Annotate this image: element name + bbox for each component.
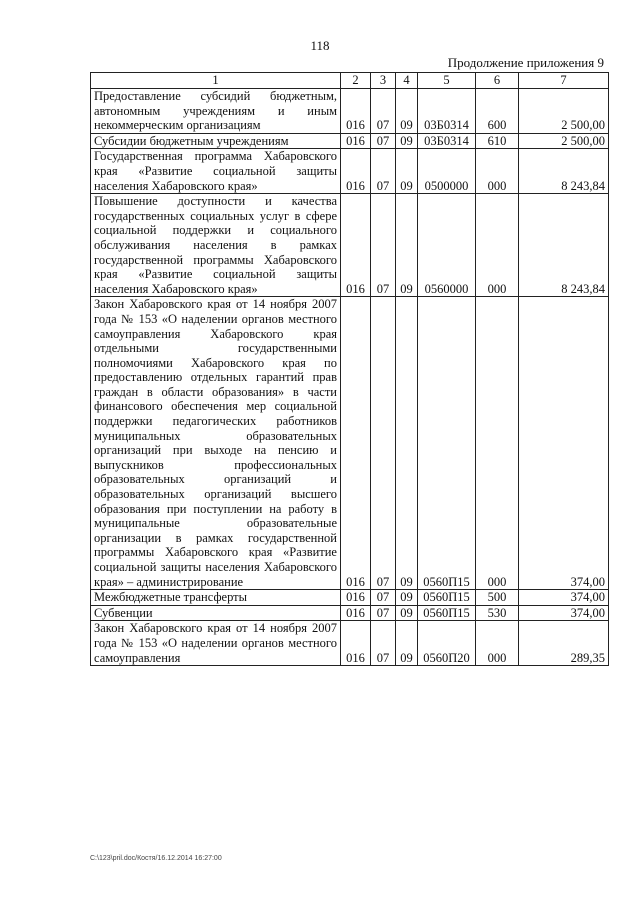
cell-code-5: 0560П20 xyxy=(418,621,476,666)
column-header: 1 xyxy=(91,73,341,89)
cell-amount: 2 500,00 xyxy=(519,133,609,149)
cell-code-3: 07 xyxy=(371,149,396,194)
cell-code-3: 07 xyxy=(371,621,396,666)
row-name: Субсидии бюджетным учреждениям xyxy=(91,133,341,149)
cell-code-6: 000 xyxy=(476,194,519,297)
cell-amount: 2 500,00 xyxy=(519,89,609,134)
cell-code-3: 07 xyxy=(371,133,396,149)
row-name: Закон Хабаровского края от 14 ноября 2007 года № 153 «О наделении органов местного самоуправления Хабаровского края отдельными государственными полномочиями Хабаровского края по предоставлению отдельных гарантий прав граждан в области образования» в части финансового обеспечения мер социальной поддержки педагогических работников муниципальных образовательных организаций при выходе на пенсию и выпускников профессиональных образовательных организаций и образовательных организаций высшего образования при поступлении на работу в муниципальные образовательные организации в рамках государственной программы Хабаровского края «Развитие социальной защиты населения Хабаровского края» – администрирование xyxy=(91,297,341,590)
cell-amount: 289,35 xyxy=(519,621,609,666)
cell-code-2: 016 xyxy=(341,194,371,297)
page-number: 118 xyxy=(310,38,330,53)
table-row xyxy=(91,89,609,134)
cell-code-5: 0560000 xyxy=(418,194,476,297)
cell-code-6: 600 xyxy=(476,89,519,134)
cell-code-3: 07 xyxy=(371,605,396,621)
cell-code-3: 07 xyxy=(371,89,396,134)
column-header: 4 xyxy=(396,73,418,89)
cell-code-6: 000 xyxy=(476,297,519,590)
row-name: Субвенции xyxy=(91,605,341,621)
cell-amount: 8 243,84 xyxy=(519,149,609,194)
appendix-continuation-label: Продолжение приложения 9 xyxy=(447,55,604,70)
cell-code-6: 500 xyxy=(476,590,519,606)
table-row xyxy=(91,133,609,149)
cell-amount: 8 243,84 xyxy=(519,194,609,297)
cell-code-2: 016 xyxy=(341,133,371,149)
cell-code-4: 09 xyxy=(396,621,418,666)
column-header: 5 xyxy=(418,73,476,89)
cell-code-4: 09 xyxy=(396,194,418,297)
cell-code-4: 09 xyxy=(396,605,418,621)
file-path-footer: C:\123\pril.doc/Костя/16.12.2014 16:27:00 xyxy=(90,855,222,862)
cell-code-4: 09 xyxy=(396,149,418,194)
table-row xyxy=(91,194,609,297)
cell-code-3: 07 xyxy=(371,297,396,590)
cell-code-2: 016 xyxy=(341,590,371,606)
cell-code-2: 016 xyxy=(341,621,371,666)
column-header: 7 xyxy=(519,73,609,89)
cell-amount: 374,00 xyxy=(519,590,609,606)
table-row xyxy=(91,590,609,606)
table-row xyxy=(91,297,609,590)
table-header-row xyxy=(91,73,609,89)
table-row xyxy=(91,149,609,194)
cell-code-2: 016 xyxy=(341,605,371,621)
cell-code-3: 07 xyxy=(371,194,396,297)
cell-code-4: 09 xyxy=(396,133,418,149)
row-name: Межбюджетные трансферты xyxy=(91,590,341,606)
table-row xyxy=(91,621,609,666)
column-header: 2 xyxy=(341,73,371,89)
row-name: Закон Хабаровского края от 14 ноября 2007 года № 153 «О наделении органов местного самоуправления xyxy=(91,621,341,666)
cell-code-4: 09 xyxy=(396,590,418,606)
cell-code-4: 09 xyxy=(396,297,418,590)
cell-code-6: 530 xyxy=(476,605,519,621)
cell-code-2: 016 xyxy=(341,297,371,590)
cell-code-6: 000 xyxy=(476,149,519,194)
row-name: Повышение доступности и качества государственных социальных услуг в сфере социальной поддержки и социального обслуживания населения в рамках государственной программы Хабаровского края «Развитие социальной защиты населения Хабаровского края» xyxy=(91,194,341,297)
row-name: Государственная программа Хабаровского края «Развитие социальной защиты населения Хабаровского края» xyxy=(91,149,341,194)
cell-code-5: 03Б0314 xyxy=(418,89,476,134)
cell-code-2: 016 xyxy=(341,149,371,194)
cell-code-5: 0560П15 xyxy=(418,605,476,621)
cell-code-6: 000 xyxy=(476,621,519,666)
cell-code-5: 03Б0314 xyxy=(418,133,476,149)
cell-amount: 374,00 xyxy=(519,297,609,590)
cell-code-6: 610 xyxy=(476,133,519,149)
cell-code-4: 09 xyxy=(396,89,418,134)
cell-code-2: 016 xyxy=(341,89,371,134)
cell-code-5: 0560П15 xyxy=(418,590,476,606)
cell-code-3: 07 xyxy=(371,590,396,606)
budget-table xyxy=(90,72,609,666)
cell-amount: 374,00 xyxy=(519,605,609,621)
cell-code-5: 0500000 xyxy=(418,149,476,194)
cell-code-5: 0560П15 xyxy=(418,297,476,590)
table-row xyxy=(91,605,609,621)
column-header: 6 xyxy=(476,73,519,89)
row-name: Предоставление субсидий бюджетным, автономным учреждениям и иным некоммерческим организациям xyxy=(91,89,341,134)
column-header: 3 xyxy=(371,73,396,89)
